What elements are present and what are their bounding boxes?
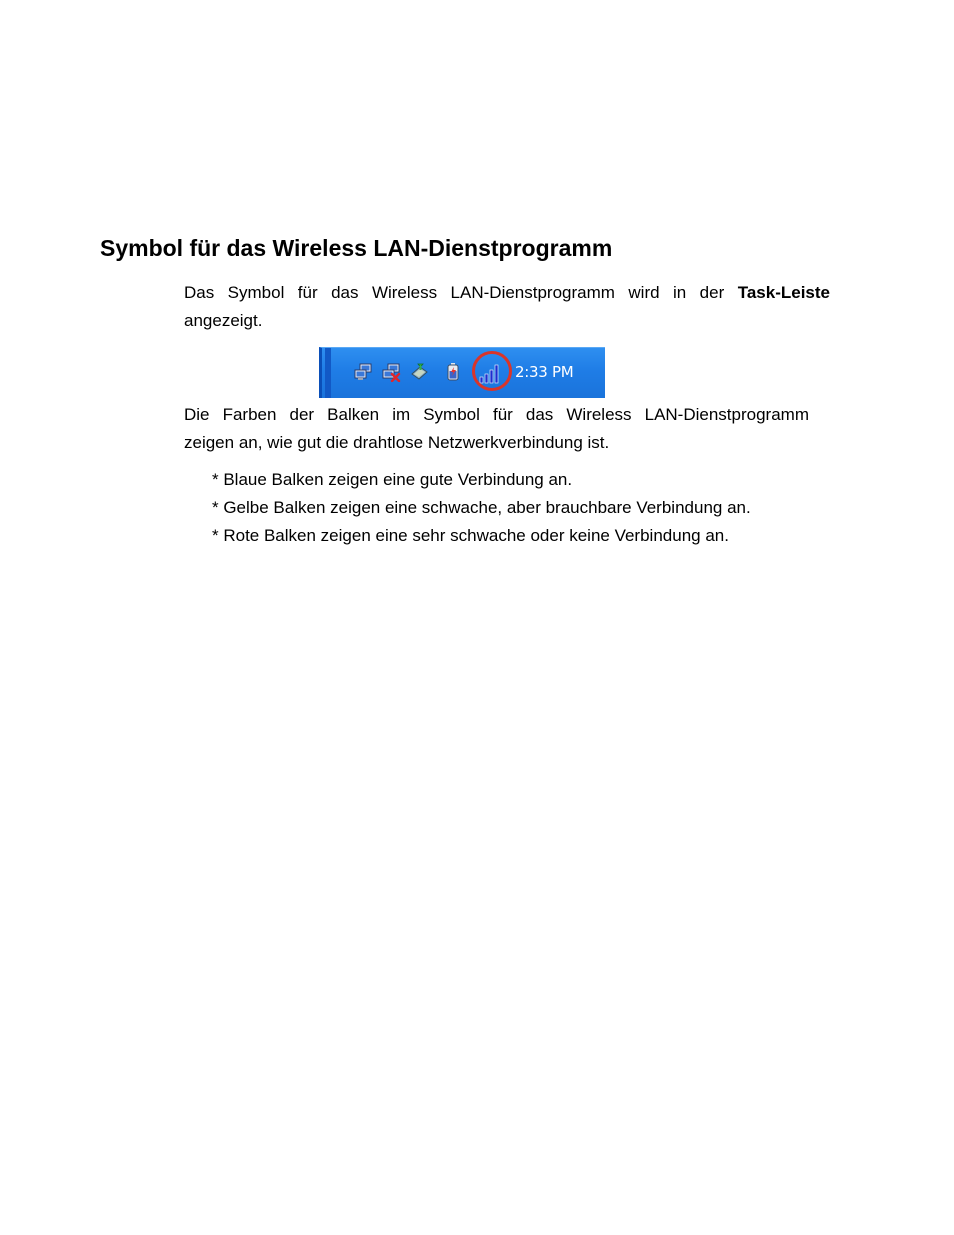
list-item-red: * Rote Balken zeigen eine sehr schwache oder keine Verbindung an. bbox=[212, 526, 729, 545]
list-item-yellow: * Gelbe Balken zeigen eine schwache, aber brauchbare Verbindung an. bbox=[212, 498, 751, 517]
intro-line-2: angezeigt. bbox=[184, 311, 263, 330]
safely-remove-hardware-icon[interactable] bbox=[409, 362, 429, 382]
task-bar-term: Task-Leiste bbox=[737, 283, 830, 302]
description-line-2: zeigen an, wie gut die drahtlose Netzwerkverbindung ist. bbox=[184, 433, 610, 452]
description-line-1: Die Farben der Balken im Symbol für das Wireless LAN-Dienstprogramm bbox=[184, 405, 809, 424]
list-item-blue: * Blaue Balken zeigen eine gute Verbindung an. bbox=[212, 470, 573, 489]
network-connection-icon[interactable] bbox=[353, 362, 373, 382]
section-heading: Symbol für das Wireless LAN-Dienstprogramm bbox=[100, 235, 613, 261]
network-disconnected-icon[interactable] bbox=[381, 362, 401, 382]
taskbar-screenshot bbox=[319, 347, 605, 398]
intro-text: Das Symbol für das Wireless LAN-Dienstprogramm wird in der bbox=[184, 283, 725, 302]
bar-color-list bbox=[212, 466, 751, 550]
highlight-circle bbox=[472, 351, 512, 391]
description-paragraph bbox=[184, 401, 830, 457]
taskbar-clock[interactable]: 2:33 PM bbox=[515, 363, 574, 381]
intro-paragraph bbox=[184, 279, 830, 335]
power-battery-icon[interactable] bbox=[443, 362, 463, 382]
intro-line-1 bbox=[184, 279, 830, 307]
taskbar-edge bbox=[325, 348, 331, 398]
